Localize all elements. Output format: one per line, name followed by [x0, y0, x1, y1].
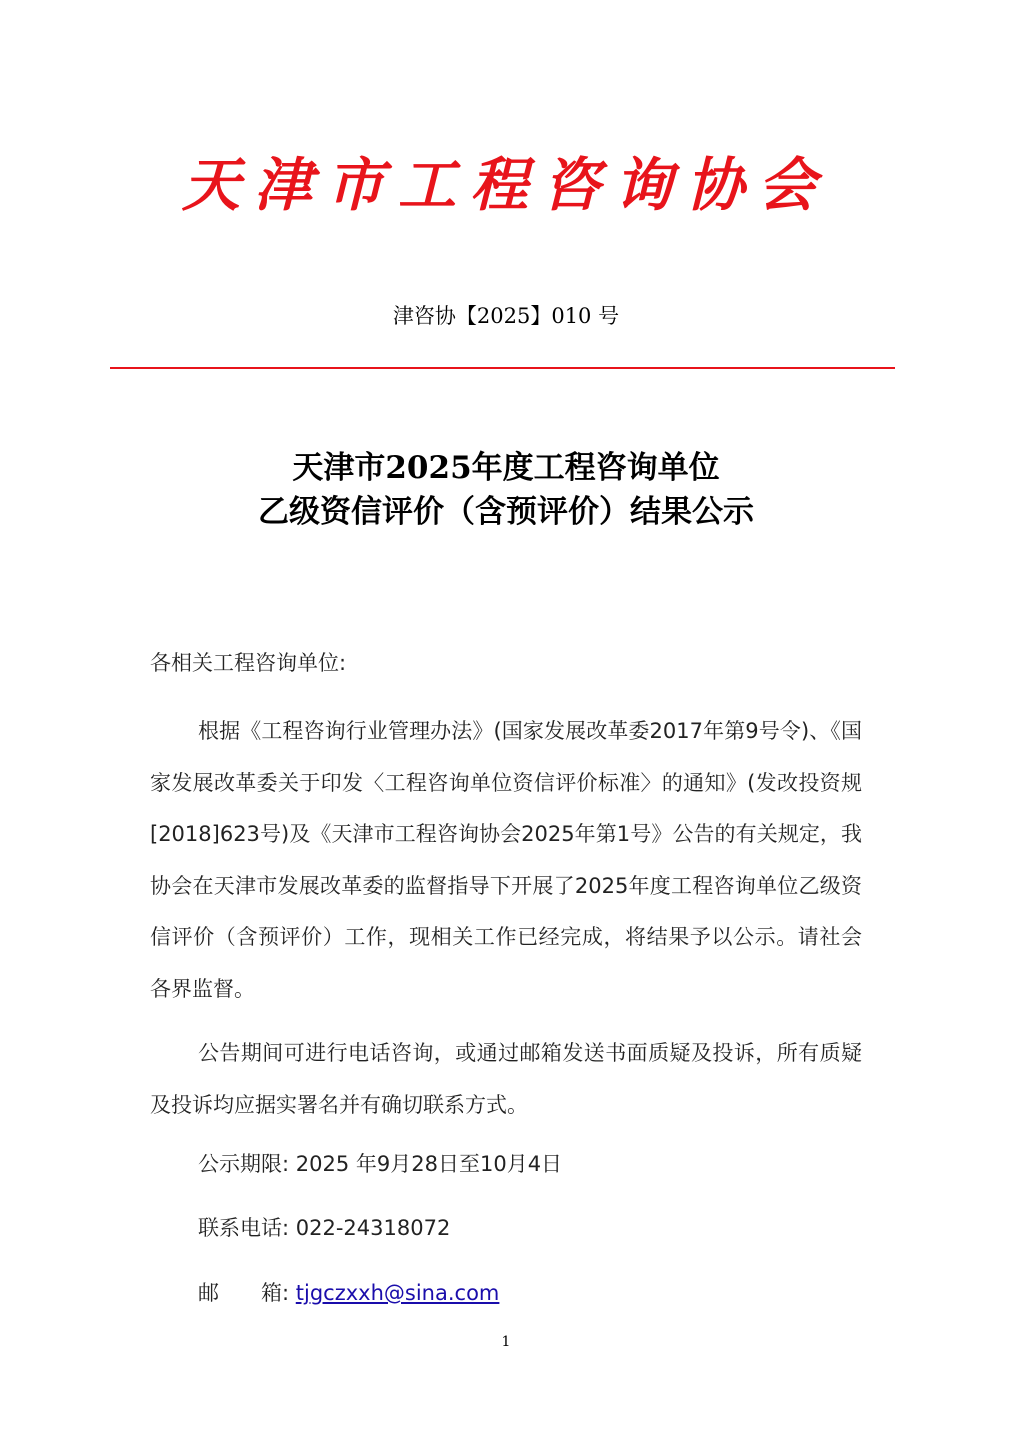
body-paragraph-1: 根据《工程咨询行业管理办法》(国家发展改革委2017年第9号令)、《国家发展改革委关于印发〈工程咨询单位资信评价标准〉的通知》(发改投资规[2018]623号)及《天津市工程咨询协会2025年第1号》公告的有关规定，我协会在天津市发展改革委的监督指导下开展了2025年度工程咨询单位乙级资信评价（含预评价）工作，现相关工作已经完成，将结果予以公示。请社会各界监督。: [150, 719, 862, 1001]
letterhead-org-name: 天津市工程咨询协会: [181, 151, 830, 219]
document-number: 津咨协【2025】010 号: [392, 304, 620, 328]
red-divider-rule: [110, 367, 895, 369]
contact-email-label: 邮 箱:: [198, 1281, 290, 1305]
contact-phone-label: 联系电话:: [198, 1216, 290, 1240]
publicity-period-value: 2025 年9月28日至10月4日: [295, 1152, 563, 1176]
publicity-period: [198, 1147, 562, 1181]
body-paragraph-2: 公告期间可进行电话咨询，或通过邮箱发送书面质疑及投诉，所有质疑及投诉均应据实署名并有确切联系方式。: [150, 1041, 862, 1117]
salutation: 各相关工程咨询单位:: [150, 651, 347, 675]
publicity-period-label: 公示期限:: [198, 1152, 290, 1176]
contact-email-link[interactable]: tjgczxxh@sina.com: [295, 1281, 500, 1305]
document-title: [0, 446, 1012, 534]
title-line-2: 乙级资信评价（含预评价）结果公示: [258, 494, 754, 530]
contact-email: [198, 1276, 499, 1310]
page-number: 1: [501, 1334, 511, 1350]
contact-phone-value: 022-24318072: [295, 1216, 451, 1240]
contact-phone: [198, 1211, 450, 1245]
title-line-1: 天津市2025年度工程咨询单位: [292, 450, 720, 486]
